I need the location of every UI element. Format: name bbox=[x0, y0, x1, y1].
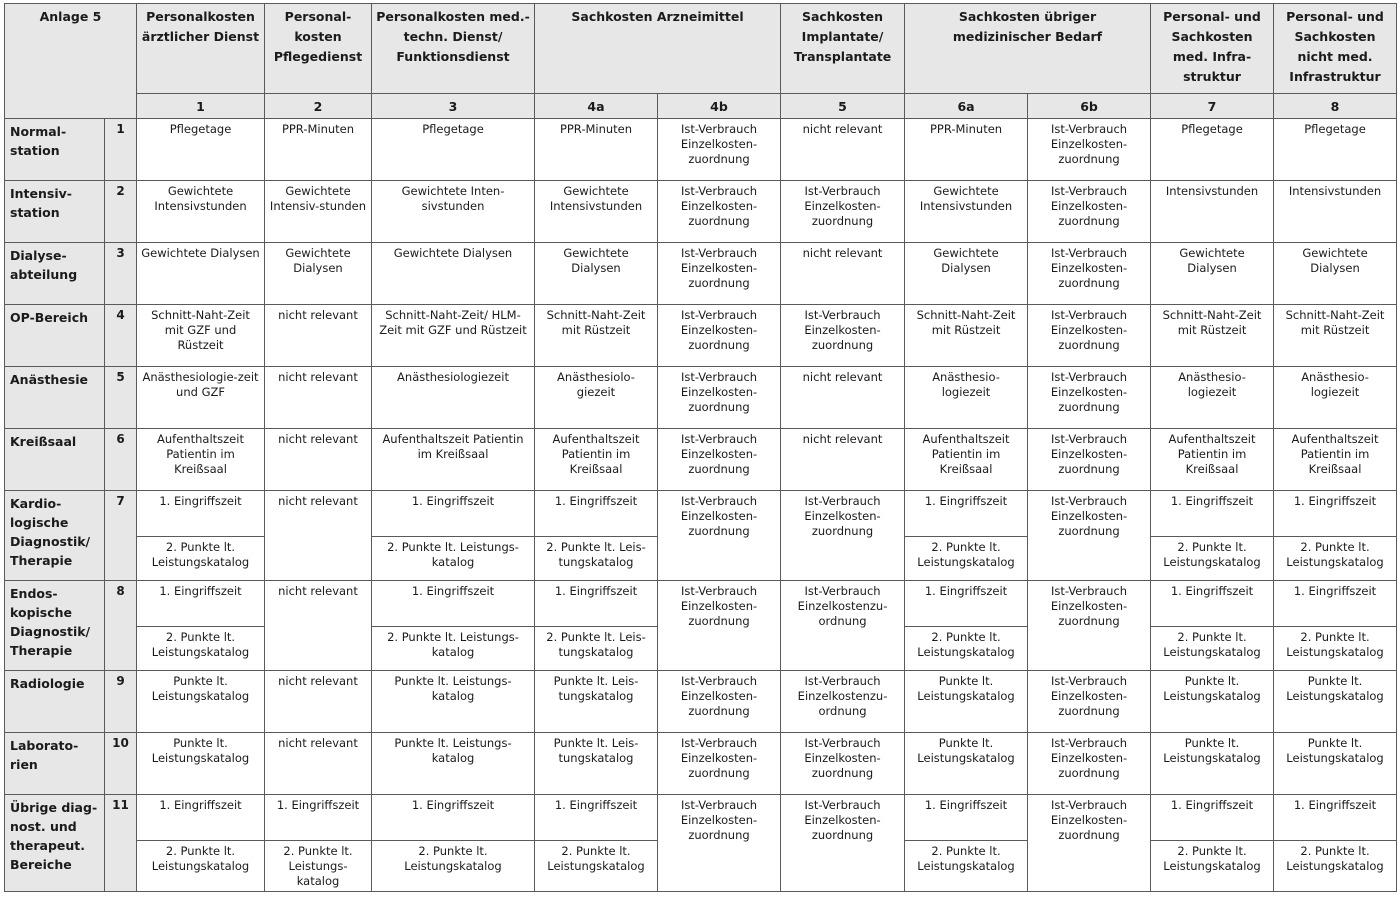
table-cell: Pflegetage bbox=[137, 119, 265, 181]
table-cell: Gewichtete Intensivstunden bbox=[535, 181, 658, 243]
table-cell: Ist-Verbrauch Einzelkosten-zuordnung bbox=[658, 305, 781, 367]
table-cell: Ist-Verbrauch Einzelkosten-zuordnung bbox=[658, 581, 781, 671]
table-cell: Schnitt-Naht-Zeit mit GZF und Rüstzeit bbox=[137, 305, 265, 367]
column-number: 2 bbox=[265, 94, 372, 119]
table-cell: 1. Eingriffszeit bbox=[265, 795, 372, 841]
table-cell: Schnitt-Naht-Zeit mit Rüstzeit bbox=[905, 305, 1028, 367]
table-cell: nicht relevant bbox=[265, 733, 372, 795]
row-label: Übrige diag-nost. und therapeut. Bereiche bbox=[5, 795, 105, 892]
table-cell: Punkte lt. Leistungskatalog bbox=[1151, 733, 1274, 795]
table-cell: 1. Eingriffszeit bbox=[535, 795, 658, 841]
table-row bbox=[5, 429, 1397, 491]
row-number: 8 bbox=[105, 581, 137, 671]
table-cell: 2. Punkte lt. Leistungskatalog bbox=[905, 841, 1028, 892]
table-cell: Ist-Verbrauch Einzelkosten-zuordnung bbox=[658, 733, 781, 795]
table-cell: Schnitt-Naht-Zeit/ HLM-Zeit mit GZF und Rüstzeit bbox=[372, 305, 535, 367]
group-header: Personal- und Sachkosten nicht med. Infrastruktur bbox=[1274, 4, 1397, 94]
table-cell: 1. Eingriffszeit bbox=[1151, 795, 1274, 841]
table-cell: Punkte lt. Leistungskatalog bbox=[905, 671, 1028, 733]
table-cell: 2. Punkte lt. Leistungskatalog bbox=[905, 627, 1028, 671]
table-cell: Ist-Verbrauch Einzelkostenzu-ordnung bbox=[781, 671, 905, 733]
table-cell: Ist-Verbrauch Einzelkosten-zuordnung bbox=[658, 429, 781, 491]
table-cell: Ist-Verbrauch Einzelkosten-zuordnung bbox=[1028, 429, 1151, 491]
row-label: Kardio-logische Diagnostik/ Therapie bbox=[5, 491, 105, 581]
table-cell: Ist-Verbrauch Einzelkosten-zuordnung bbox=[1028, 243, 1151, 305]
table-cell: Anästhesio-logiezeit bbox=[1151, 367, 1274, 429]
table-cell: 2. Punkte lt. Leis-tungskatalog bbox=[535, 627, 658, 671]
table-cell: nicht relevant bbox=[781, 429, 905, 491]
table-body bbox=[5, 119, 1397, 892]
corner-label: Anlage 5 bbox=[5, 4, 137, 119]
table-cell: 1. Eingriffszeit bbox=[1274, 581, 1397, 627]
table-cell: 1. Eingriffszeit bbox=[137, 491, 265, 537]
row-label: OP-Bereich bbox=[5, 305, 105, 367]
table-cell: Gewichtete Dialysen bbox=[905, 243, 1028, 305]
group-header: Sachkosten Arzneimittel bbox=[535, 4, 781, 94]
row-label: Kreißsaal bbox=[5, 429, 105, 491]
table-cell: Punkte lt. Leistungs-katalog bbox=[372, 671, 535, 733]
table-cell: 2. Punkte lt. Leistungskatalog bbox=[1151, 537, 1274, 581]
table-cell: Gewichtete Dialysen bbox=[1274, 243, 1397, 305]
table-cell: Gewichtete Dialysen bbox=[1151, 243, 1274, 305]
table-cell: Punkte lt. Leistungskatalog bbox=[1151, 671, 1274, 733]
table-cell: Schnitt-Naht-Zeit mit Rüstzeit bbox=[535, 305, 658, 367]
table-cell: 2. Punkte lt. Leis-tungskatalog bbox=[535, 537, 658, 581]
table-cell: Gewichtete Dialysen bbox=[137, 243, 265, 305]
column-number: 1 bbox=[137, 94, 265, 119]
table-cell: 1. Eingriffszeit bbox=[905, 581, 1028, 627]
table-cell: 2. Punkte lt. Leistungs-katalog bbox=[372, 627, 535, 671]
table-cell: 1. Eingriffszeit bbox=[1151, 581, 1274, 627]
row-label: Endos-kopische Diagnostik/ Therapie bbox=[5, 581, 105, 671]
table-cell: 1. Eingriffszeit bbox=[535, 491, 658, 537]
table-cell: Punkte lt. Leistungskatalog bbox=[137, 671, 265, 733]
table-cell: 2. Punkte lt. Leistungskatalog bbox=[1274, 537, 1397, 581]
table-cell: Intensivstunden bbox=[1274, 181, 1397, 243]
table-cell: Aufenthaltszeit Patientin im Kreißsaal bbox=[535, 429, 658, 491]
table-cell: Ist-Verbrauch Einzelkosten-zuordnung bbox=[1028, 119, 1151, 181]
table-cell: 2. Punkte lt. Leistungskatalog bbox=[1274, 841, 1397, 892]
table-cell: Intensivstunden bbox=[1151, 181, 1274, 243]
table-cell: Pflegetage bbox=[1151, 119, 1274, 181]
column-number: 8 bbox=[1274, 94, 1397, 119]
table-row bbox=[5, 305, 1397, 367]
table-cell: Ist-Verbrauch Einzelkosten-zuordnung bbox=[658, 243, 781, 305]
table-row bbox=[5, 795, 1397, 841]
row-label: Normal-station bbox=[5, 119, 105, 181]
column-number: 4b bbox=[658, 94, 781, 119]
table-cell: Ist-Verbrauch Einzelkosten-zuordnung bbox=[658, 367, 781, 429]
column-number: 6a bbox=[905, 94, 1028, 119]
group-header: Personalkosten med.-techn. Dienst/ Funktionsdienst bbox=[372, 4, 535, 94]
table-cell: Anästhesiologiezeit bbox=[372, 367, 535, 429]
group-header: Sachkosten Implantate/ Transplantate bbox=[781, 4, 905, 94]
table-cell: 1. Eingriffszeit bbox=[372, 795, 535, 841]
row-label: Laborato-rien bbox=[5, 733, 105, 795]
row-number: 6 bbox=[105, 429, 137, 491]
table-row bbox=[5, 733, 1397, 795]
row-label: Radiologie bbox=[5, 671, 105, 733]
table-cell: 2. Punkte lt. Leistungskatalog bbox=[137, 627, 265, 671]
table-row bbox=[5, 181, 1397, 243]
table-cell: Gewichtete Intensiv-stunden bbox=[265, 181, 372, 243]
table-cell: nicht relevant bbox=[265, 305, 372, 367]
table-cell: 2. Punkte lt. Leistungskatalog bbox=[137, 841, 265, 892]
row-number: 9 bbox=[105, 671, 137, 733]
row-label: Intensiv-station bbox=[5, 181, 105, 243]
row-number: 2 bbox=[105, 181, 137, 243]
table-cell: 2. Punkte lt. Leistungs-katalog bbox=[372, 537, 535, 581]
table-row bbox=[5, 243, 1397, 305]
table-cell: nicht relevant bbox=[781, 367, 905, 429]
table-row bbox=[5, 581, 1397, 627]
table-cell: Schnitt-Naht-Zeit mit Rüstzeit bbox=[1274, 305, 1397, 367]
table-cell: Gewichtete Dialysen bbox=[535, 243, 658, 305]
table-cell: 1. Eingriffszeit bbox=[137, 581, 265, 627]
table-cell: Schnitt-Naht-Zeit mit Rüstzeit bbox=[1151, 305, 1274, 367]
table-cell: Ist-Verbrauch Einzelkosten-zuordnung bbox=[1028, 181, 1151, 243]
column-number: 4a bbox=[535, 94, 658, 119]
table-cell: 1. Eingriffszeit bbox=[535, 581, 658, 627]
table-cell: Ist-Verbrauch Einzelkosten-zuordnung bbox=[658, 181, 781, 243]
table-cell: Anästhesio-logiezeit bbox=[1274, 367, 1397, 429]
row-number: 7 bbox=[105, 491, 137, 581]
table-cell: Ist-Verbrauch Einzelkosten-zuordnung bbox=[1028, 367, 1151, 429]
table-cell: Punkte lt. Leistungs-katalog bbox=[372, 733, 535, 795]
table-cell: Ist-Verbrauch Einzelkosten-zuordnung bbox=[1028, 795, 1151, 892]
table-cell: Pflegetage bbox=[1274, 119, 1397, 181]
group-header: Personal-kosten Pflegedienst bbox=[265, 4, 372, 94]
table-cell: 2. Punkte lt. Leistungskatalog bbox=[535, 841, 658, 892]
table-cell: Punkte lt. Leistungskatalog bbox=[1274, 671, 1397, 733]
table-cell: Ist-Verbrauch Einzelkosten-zuordnung bbox=[781, 795, 905, 892]
table-cell: Gewichtete Inten-sivstunden bbox=[372, 181, 535, 243]
table-cell: PPR-Minuten bbox=[535, 119, 658, 181]
table-cell: nicht relevant bbox=[265, 581, 372, 671]
table-cell: Ist-Verbrauch Einzelkosten-zuordnung bbox=[658, 795, 781, 892]
group-header: Sachkosten übriger medizinischer Bedarf bbox=[905, 4, 1151, 94]
table-cell: Anästhesiologie-zeit und GZF bbox=[137, 367, 265, 429]
table-cell: 1. Eingriffszeit bbox=[905, 491, 1028, 537]
cost-allocation-table bbox=[4, 3, 1397, 892]
column-number: 6b bbox=[1028, 94, 1151, 119]
table-cell: Aufenthaltszeit Patientin im Kreißsaal bbox=[372, 429, 535, 491]
table-cell: Gewichtete Intensivstunden bbox=[905, 181, 1028, 243]
table-cell: Ist-Verbrauch Einzelkosten-zuordnung bbox=[658, 671, 781, 733]
row-number: 3 bbox=[105, 243, 137, 305]
table-cell: 2. Punkte lt. Leistungskatalog bbox=[1151, 841, 1274, 892]
table-row bbox=[5, 491, 1397, 537]
table-row bbox=[5, 671, 1397, 733]
table-row bbox=[5, 367, 1397, 429]
table-cell: Ist-Verbrauch Einzelkostenzu-ordnung bbox=[781, 581, 905, 671]
table-cell: nicht relevant bbox=[265, 367, 372, 429]
table-cell: 1. Eingriffszeit bbox=[1151, 491, 1274, 537]
table-cell: Ist-Verbrauch Einzelkosten-zuordnung bbox=[781, 733, 905, 795]
table-row bbox=[5, 119, 1397, 181]
row-number: 1 bbox=[105, 119, 137, 181]
table-cell: Anästhesiolo-giezeit bbox=[535, 367, 658, 429]
row-number: 4 bbox=[105, 305, 137, 367]
table-cell: Ist-Verbrauch Einzelkosten-zuordnung bbox=[1028, 491, 1151, 581]
table-cell: PPR-Minuten bbox=[265, 119, 372, 181]
table-cell: Ist-Verbrauch Einzelkosten-zuordnung bbox=[1028, 733, 1151, 795]
table-cell: Ist-Verbrauch Einzelkosten-zuordnung bbox=[658, 491, 781, 581]
row-number: 10 bbox=[105, 733, 137, 795]
table-cell: 1. Eingriffszeit bbox=[1274, 491, 1397, 537]
table-cell: 1. Eingriffszeit bbox=[1274, 795, 1397, 841]
group-header: Personalkosten ärztlicher Dienst bbox=[137, 4, 265, 94]
table-cell: 2. Punkte lt. Leistungskatalog bbox=[1274, 627, 1397, 671]
row-label: Dialyse-abteilung bbox=[5, 243, 105, 305]
table-cell: nicht relevant bbox=[781, 243, 905, 305]
table-cell: Ist-Verbrauch Einzelkosten-zuordnung bbox=[658, 119, 781, 181]
table-cell: Punkte lt. Leistungskatalog bbox=[1274, 733, 1397, 795]
column-number: 5 bbox=[781, 94, 905, 119]
table-cell: 2. Punkte lt. Leistungskatalog bbox=[1151, 627, 1274, 671]
table-cell: Ist-Verbrauch Einzelkosten-zuordnung bbox=[781, 305, 905, 367]
table-cell: 2. Punkte lt. Leistungskatalog bbox=[372, 841, 535, 892]
table-cell: Ist-Verbrauch Einzelkosten-zuordnung bbox=[1028, 581, 1151, 671]
table-cell: Pflegetage bbox=[372, 119, 535, 181]
table-cell: 2. Punkte lt. Leistungskatalog bbox=[137, 537, 265, 581]
table-cell: Gewichtete Intensivstunden bbox=[137, 181, 265, 243]
table-cell: 1. Eingriffszeit bbox=[905, 795, 1028, 841]
row-number: 11 bbox=[105, 795, 137, 892]
table-cell: Aufenthaltszeit Patientin im Kreißsaal bbox=[1151, 429, 1274, 491]
table-cell: Ist-Verbrauch Einzelkosten-zuordnung bbox=[1028, 671, 1151, 733]
table-cell: Gewichtete Dialysen bbox=[372, 243, 535, 305]
table-cell: Aufenthaltszeit Patientin im Kreißsaal bbox=[137, 429, 265, 491]
table-cell: Ist-Verbrauch Einzelkosten-zuordnung bbox=[781, 491, 905, 581]
table-cell: 1. Eingriffszeit bbox=[372, 581, 535, 627]
table-cell: Punkte lt. Leis-tungskatalog bbox=[535, 733, 658, 795]
table-cell: Punkte lt. Leistungskatalog bbox=[137, 733, 265, 795]
table-cell: Anästhesio-logiezeit bbox=[905, 367, 1028, 429]
table-cell: nicht relevant bbox=[781, 119, 905, 181]
table-cell: Ist-Verbrauch Einzelkosten-zuordnung bbox=[781, 181, 905, 243]
table-cell: nicht relevant bbox=[265, 429, 372, 491]
table-cell: 2. Punkte lt. Leistungskatalog bbox=[905, 537, 1028, 581]
table-cell: Punkte lt. Leis-tungskatalog bbox=[535, 671, 658, 733]
row-label: Anästhesie bbox=[5, 367, 105, 429]
table-cell: Gewichtete Dialysen bbox=[265, 243, 372, 305]
table-cell: 1. Eingriffszeit bbox=[137, 795, 265, 841]
table-cell: Aufenthaltszeit Patientin im Kreißsaal bbox=[1274, 429, 1397, 491]
table-cell: nicht relevant bbox=[265, 671, 372, 733]
table-cell: 2. Punkte lt. Leistungs-katalog bbox=[265, 841, 372, 892]
column-number: 7 bbox=[1151, 94, 1274, 119]
table-cell: Aufenthaltszeit Patientin im Kreißsaal bbox=[905, 429, 1028, 491]
column-number: 3 bbox=[372, 94, 535, 119]
row-number: 5 bbox=[105, 367, 137, 429]
table-cell: Ist-Verbrauch Einzelkosten-zuordnung bbox=[1028, 305, 1151, 367]
group-header: Personal- und Sachkosten med. Infra-struktur bbox=[1151, 4, 1274, 94]
table-cell: PPR-Minuten bbox=[905, 119, 1028, 181]
table-cell: nicht relevant bbox=[265, 491, 372, 581]
table-cell: Punkte lt. Leistungskatalog bbox=[905, 733, 1028, 795]
table-cell: 1. Eingriffszeit bbox=[372, 491, 535, 537]
